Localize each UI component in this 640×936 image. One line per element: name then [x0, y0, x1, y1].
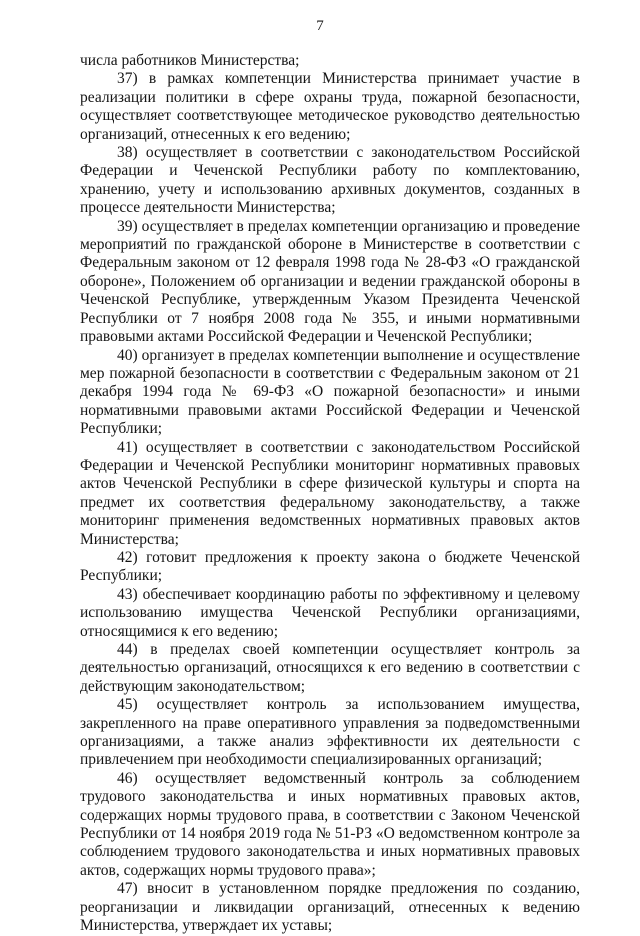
paragraph-item-46: 46) осуществляет ведомственный контроль за соблюдением трудового законодательства и иных нормативных правовых актов, содержащих нормы трудового права, в соответствии с Законом Чеченской Республики от 14 ноября 2019 года № 51-РЗ «О ведомственном контроле за соблюдением трудового законодательства и иных нормативных правовых актов, содержащих нормы трудового права»; [80, 769, 580, 879]
paragraph-item-37: 37) в рамках компетенции Министерства принимает участие в реализации политики в сфере охраны труда, пожарной безопасности, осуществляет соответствующее методическое руководство деятельностью организаций, отнесенных к его ведению; [80, 70, 580, 143]
paragraph-item-38: 38) осуществляет в соответствии с законодательством Российской Федерации и Чеченской Республики работу по комплектованию, хранению, учету и использованию архивных документов, созданных в процессе деятельности Министерства; [80, 144, 580, 217]
paragraph-item-40: 40) организует в пределах компетенции выполнение и осуществление мер пожарной безопасности в соответствии с Федеральным законом от 21 декабря 1994 года № 69-ФЗ «О пожарной безопасности» и иными нормативными правовыми актами Российской Федерации и Чеченской Республики; [80, 346, 580, 438]
page-number: 7 [316, 18, 324, 34]
paragraph-item-41: 41) осуществляет в соответствии с законодательством Российской Федерации и Чеченской Республики мониторинг нормативных правовых актов Чеченской Республики в сфере физической культуры и спорта на предмет их соответствия федеральному законодательству, а также мониторинг применения ведомственных нормативных правовых актов Министерства; [80, 438, 580, 548]
paragraph-item-39: 39) осуществляет в пределах компетенции организацию и проведение мероприятий по гражданской обороне в Министерстве в соответствии с Федеральным законом от 12 февраля 1998 года № 28-ФЗ «О гражданской обороне», Положением об организации и ведении гражданской обороны в Чеченской Республике, утвержденным Указом Президента Чеченской Республики от 7 ноября 2008 года № 355, и иными нормативными правовыми актами Российской Федерации и Чеченской Республики; [80, 217, 580, 346]
document-body [80, 52, 580, 936]
paragraph-continuation: числа работников Министерства; [80, 52, 300, 69]
paragraph-item-43: 43) обеспечивает координацию работы по эффективному и целевому использованию имущества Чеченской Республики организациями, относящимися к его ведению; [80, 585, 580, 640]
paragraph-item-44: 44) в пределах своей компетенции осуществляет контроль за деятельностью организаций, относящихся к его ведению в соответствии с действующим законодательством; [80, 641, 580, 695]
paragraph-item-42: 42) готовит предложения к проекту закона о бюджете Чеченской Республики; [80, 548, 580, 585]
paragraph-item-47: 47) вносит в установленном порядке предложения по созданию, реорганизации и ликвидации организаций, отнесенных к ведению Министерства, утверждает их уставы; [80, 880, 580, 935]
paragraph-item-45: 45) осуществляет контроль за использованием имущества, закрепленного на праве оперативного управления за подведомственными организациями, а также анализ эффективности их деятельности с привлечением при необходимости специализированных организаций; [80, 696, 580, 769]
